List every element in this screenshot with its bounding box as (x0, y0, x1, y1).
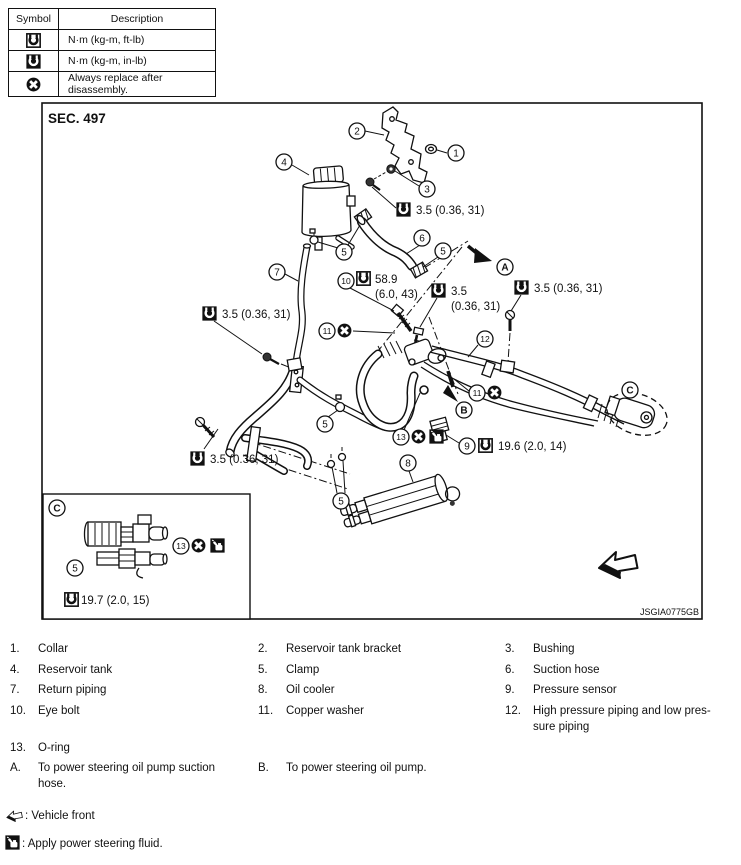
callout-13 (173, 538, 189, 554)
callout-7 (269, 264, 285, 280)
vehicle-front-label: : Vehicle front (25, 810, 95, 822)
section-label: SEC. 497 (48, 111, 106, 126)
svg-text:58.9: 58.9 (375, 274, 398, 286)
apply-fluid-note (5, 835, 163, 850)
svg-text:11: 11 (322, 326, 332, 336)
collar (426, 145, 437, 154)
direction-arrow-a (468, 246, 492, 263)
torque-ftlb-description: N·m (kg-m, ft-lb) (59, 30, 216, 51)
svg-text:10: 10 (341, 276, 351, 286)
pipe-bracket-bolt (506, 311, 515, 332)
replace-icon (192, 539, 206, 553)
view-label-b (456, 402, 472, 418)
vehicle-front-note (6, 809, 95, 822)
svg-text:C: C (626, 385, 634, 397)
svg-text:13: 13 (396, 432, 406, 442)
clamp-bolt (263, 353, 279, 364)
torque-label-lower-left-bolt (190, 451, 278, 466)
fluid-icon (429, 429, 443, 443)
svg-text:4: 4 (281, 157, 287, 169)
o-ring (420, 386, 428, 394)
torque-label-bracket-bolt (396, 202, 484, 217)
svg-text:5: 5 (341, 247, 347, 259)
svg-text:C: C (53, 503, 61, 515)
callout-8 (400, 455, 416, 471)
callout-13 (393, 429, 409, 445)
fluid-icon (210, 538, 224, 552)
oil-cooler (339, 470, 463, 538)
svg-text:3.5 (0.36, 31): 3.5 (0.36, 31) (210, 454, 279, 466)
torque-label-inset-fitting (65, 593, 150, 607)
torque-nm-inlb-icon (514, 280, 528, 294)
svg-text:5: 5 (322, 419, 328, 431)
view-label-a (497, 259, 513, 275)
svg-text:(0.36, 31): (0.36, 31) (451, 301, 501, 313)
view-label-c (49, 500, 65, 516)
svg-text:19.6 (2.0, 14): 19.6 (2.0, 14) (498, 441, 567, 453)
braided-hose (360, 354, 414, 427)
torque-nm-inlb-icon (396, 202, 410, 216)
svg-text:19.7 (2.0, 15): 19.7 (2.0, 15) (81, 595, 150, 607)
description-col-header: Description (59, 9, 216, 30)
callout-11 (469, 385, 485, 401)
torque-label-left-bolt (202, 306, 290, 321)
callout-5 (435, 243, 451, 259)
callout-2 (349, 123, 365, 139)
callout-1 (448, 145, 464, 161)
vehicle-front-arrow-icon (6, 809, 23, 822)
callout-5 (67, 560, 83, 576)
svg-text:5: 5 (338, 496, 344, 508)
eye-bolt (391, 304, 411, 331)
callout-10 (338, 273, 354, 289)
torque-nm-ftlb-icon (357, 272, 370, 285)
svg-text:3: 3 (424, 184, 430, 196)
replace-icon (338, 324, 352, 338)
svg-text:1: 1 (453, 148, 459, 160)
bracket-bolt (196, 418, 215, 438)
svg-text:6: 6 (419, 233, 425, 245)
svg-text:3.5 (0.36, 31): 3.5 (0.36, 31) (416, 205, 485, 217)
torque-label-pressure-sensor (479, 439, 567, 453)
callout-11 (319, 323, 335, 339)
svg-text:11: 11 (472, 388, 482, 398)
apply-fluid-label: : Apply power steering fluid. (22, 838, 163, 850)
torque-label-right-bolt (514, 280, 602, 295)
torque-label-center-bolt (431, 283, 500, 313)
callout-5 (336, 244, 352, 260)
torque-nm-ftlb-icon (479, 439, 492, 452)
torque-inlb-description: N·m (kg-m, in-lb) (59, 51, 216, 72)
callout-9 (459, 438, 475, 454)
reservoir-tank (302, 166, 355, 250)
callout-12 (477, 331, 493, 347)
torque-nm-inlb-icon (190, 451, 204, 465)
svg-text:9: 9 (464, 441, 470, 453)
replace-description: Always replace after disassembly. (59, 72, 216, 97)
svg-text:B: B (460, 405, 468, 417)
svg-text:8: 8 (405, 458, 411, 470)
torque-nm-inlb-icon (431, 283, 445, 297)
svg-text:A: A (501, 262, 509, 274)
inset-detail-c (43, 494, 250, 619)
bushing (366, 165, 395, 190)
replace-icon (412, 430, 426, 444)
torque-nm-inlb-icon (202, 306, 216, 320)
replace-icon (488, 386, 502, 400)
svg-text:5: 5 (440, 246, 446, 258)
service-manual-page: Symbol Description N·m (kg-m, ft-lb) N·m (kg-m, in-lb) Always replace after disassembly. SEC. 497 JSGIA0775GB 3.5 (0.36, 31) 3.5 (0.36, 31) 3.5 (0.36, 31) 58.9 (6.0, 43) 3.5 (0.36, 31) 3.5 (0.36, 31) 19.6 (2.0, 14) 1 2 3 4 5 5 5 5 6 7 8 9 10 11 11 12 13 A B C C 5 13 19.7 (2.0, 15) 1. Collar 2. Reservoir tank bracket 3. Bushing 4. Reservoir tank 5. Clamp 6. Suction hose 7. Return piping 8. Oil cooler 9. Pressure sensor 10. Eye bolt 11. Copper washer 12. High pressure piping and low pres- sure piping 13. O-ring A. To power steering oil pump suction hose. B. To power steering oil pump. : Vehicle front : Apply power steering fluid. (0, 0, 741, 865)
svg-text:(6.0, 43): (6.0, 43) (375, 289, 418, 301)
figure-id: JSGIA0775GB (639, 607, 699, 617)
clamp (336, 395, 345, 412)
callout-3 (419, 181, 435, 197)
vehicle-front-arrow-icon (599, 552, 638, 578)
svg-text:12: 12 (480, 334, 490, 344)
symbol-col-header: Symbol (9, 9, 59, 30)
view-label-c (622, 382, 638, 398)
torque-nm-ftlb-icon (65, 593, 78, 606)
svg-text:3.5 (0.36, 31): 3.5 (0.36, 31) (222, 309, 291, 321)
svg-text:5: 5 (72, 563, 78, 575)
callout-5 (317, 416, 333, 432)
svg-text:7: 7 (274, 267, 280, 279)
callout-4 (276, 154, 292, 170)
fluid-icon (5, 835, 20, 850)
callout-5 (333, 493, 349, 509)
svg-text:13: 13 (176, 541, 186, 551)
svg-text:2: 2 (354, 126, 360, 138)
svg-text:3.5: 3.5 (451, 286, 467, 298)
suction-hose (356, 214, 428, 278)
piping-connector-cluster (378, 338, 448, 366)
svg-text:3.5 (0.36, 31): 3.5 (0.36, 31) (534, 283, 603, 295)
callout-6 (414, 230, 430, 246)
